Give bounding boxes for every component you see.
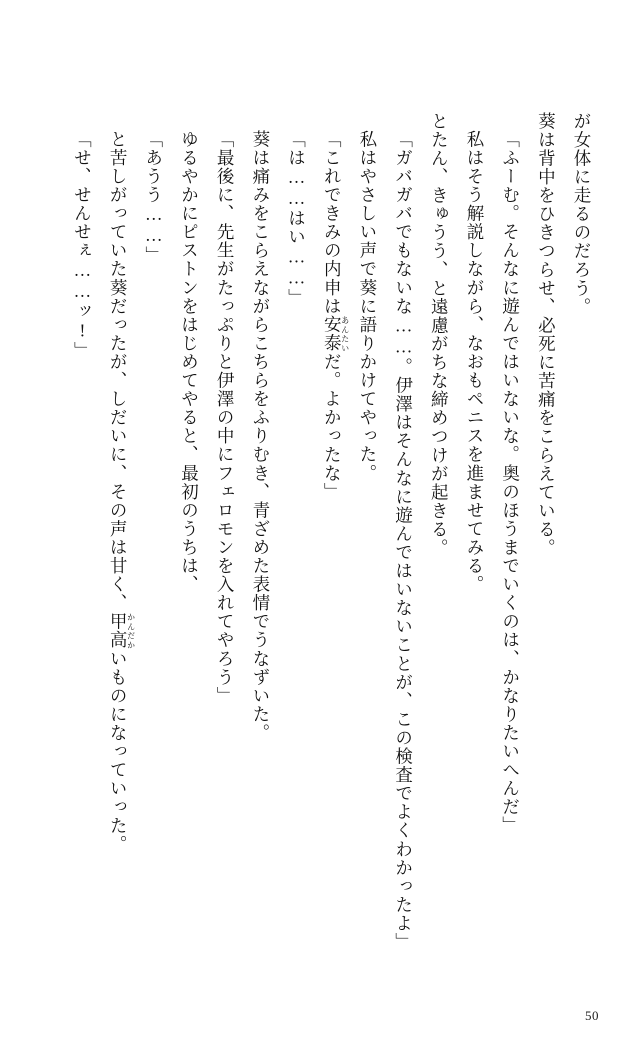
paragraph: 「これできみの内申は安泰あんたいだ。よかったな」 bbox=[322, 129, 350, 501]
paragraph: 「最後に、先生がたっぷりと伊澤の中にフェロモンを入れてやろう」 bbox=[215, 129, 236, 705]
paragraph: とたん、きゅうう、と遠慮がちな締めつけが起きる。 bbox=[429, 112, 450, 558]
paragraph: 「せ、せんせぇ……ッ!」 bbox=[72, 129, 93, 360]
paragraph: 葵は痛みをこらえながらこちらをふりむき、青ざめた表情でうなずいた。 bbox=[250, 129, 271, 742]
paragraph: が女体に走るのだろう。 bbox=[572, 112, 592, 317]
paragraph: ゆるやかにピストンをはじめてやると、最初のうちは、 bbox=[179, 129, 200, 594]
paragraph: 「あうう……」 bbox=[143, 129, 164, 265]
paragraph: 「ふーむ。そんなに遊んではいないな。奥のほうまでいくのは、かなりたいへんだ」 bbox=[500, 129, 521, 835]
novel-text-body bbox=[62, 112, 599, 992]
ruby-甲高: 甲高かんだか bbox=[108, 611, 136, 649]
page-number: 50 bbox=[584, 1008, 599, 1023]
paragraph: と苦しがっていた葵だったが、しだいに、その声は甘く、甲高かんだかいものになっていった。 bbox=[108, 129, 136, 853]
paragraph: 「ガバガバでもないな……。伊澤はそんなに遊んではいないことが、この検査でよくわかったよ」 bbox=[393, 129, 414, 951]
ruby-安泰: 安泰あんたい bbox=[322, 315, 350, 353]
paragraph: 「は……はい……」 bbox=[286, 129, 307, 307]
paragraph: 私はやさしい声で葵に語りかけてやった。 bbox=[357, 129, 378, 482]
paragraph: 葵は背中をひきつらせ、必死に苦痛をこらえている。 bbox=[536, 112, 557, 558]
paragraph: 私はそう解説しながら、なおもペニスを進ませてみる。 bbox=[464, 129, 485, 594]
